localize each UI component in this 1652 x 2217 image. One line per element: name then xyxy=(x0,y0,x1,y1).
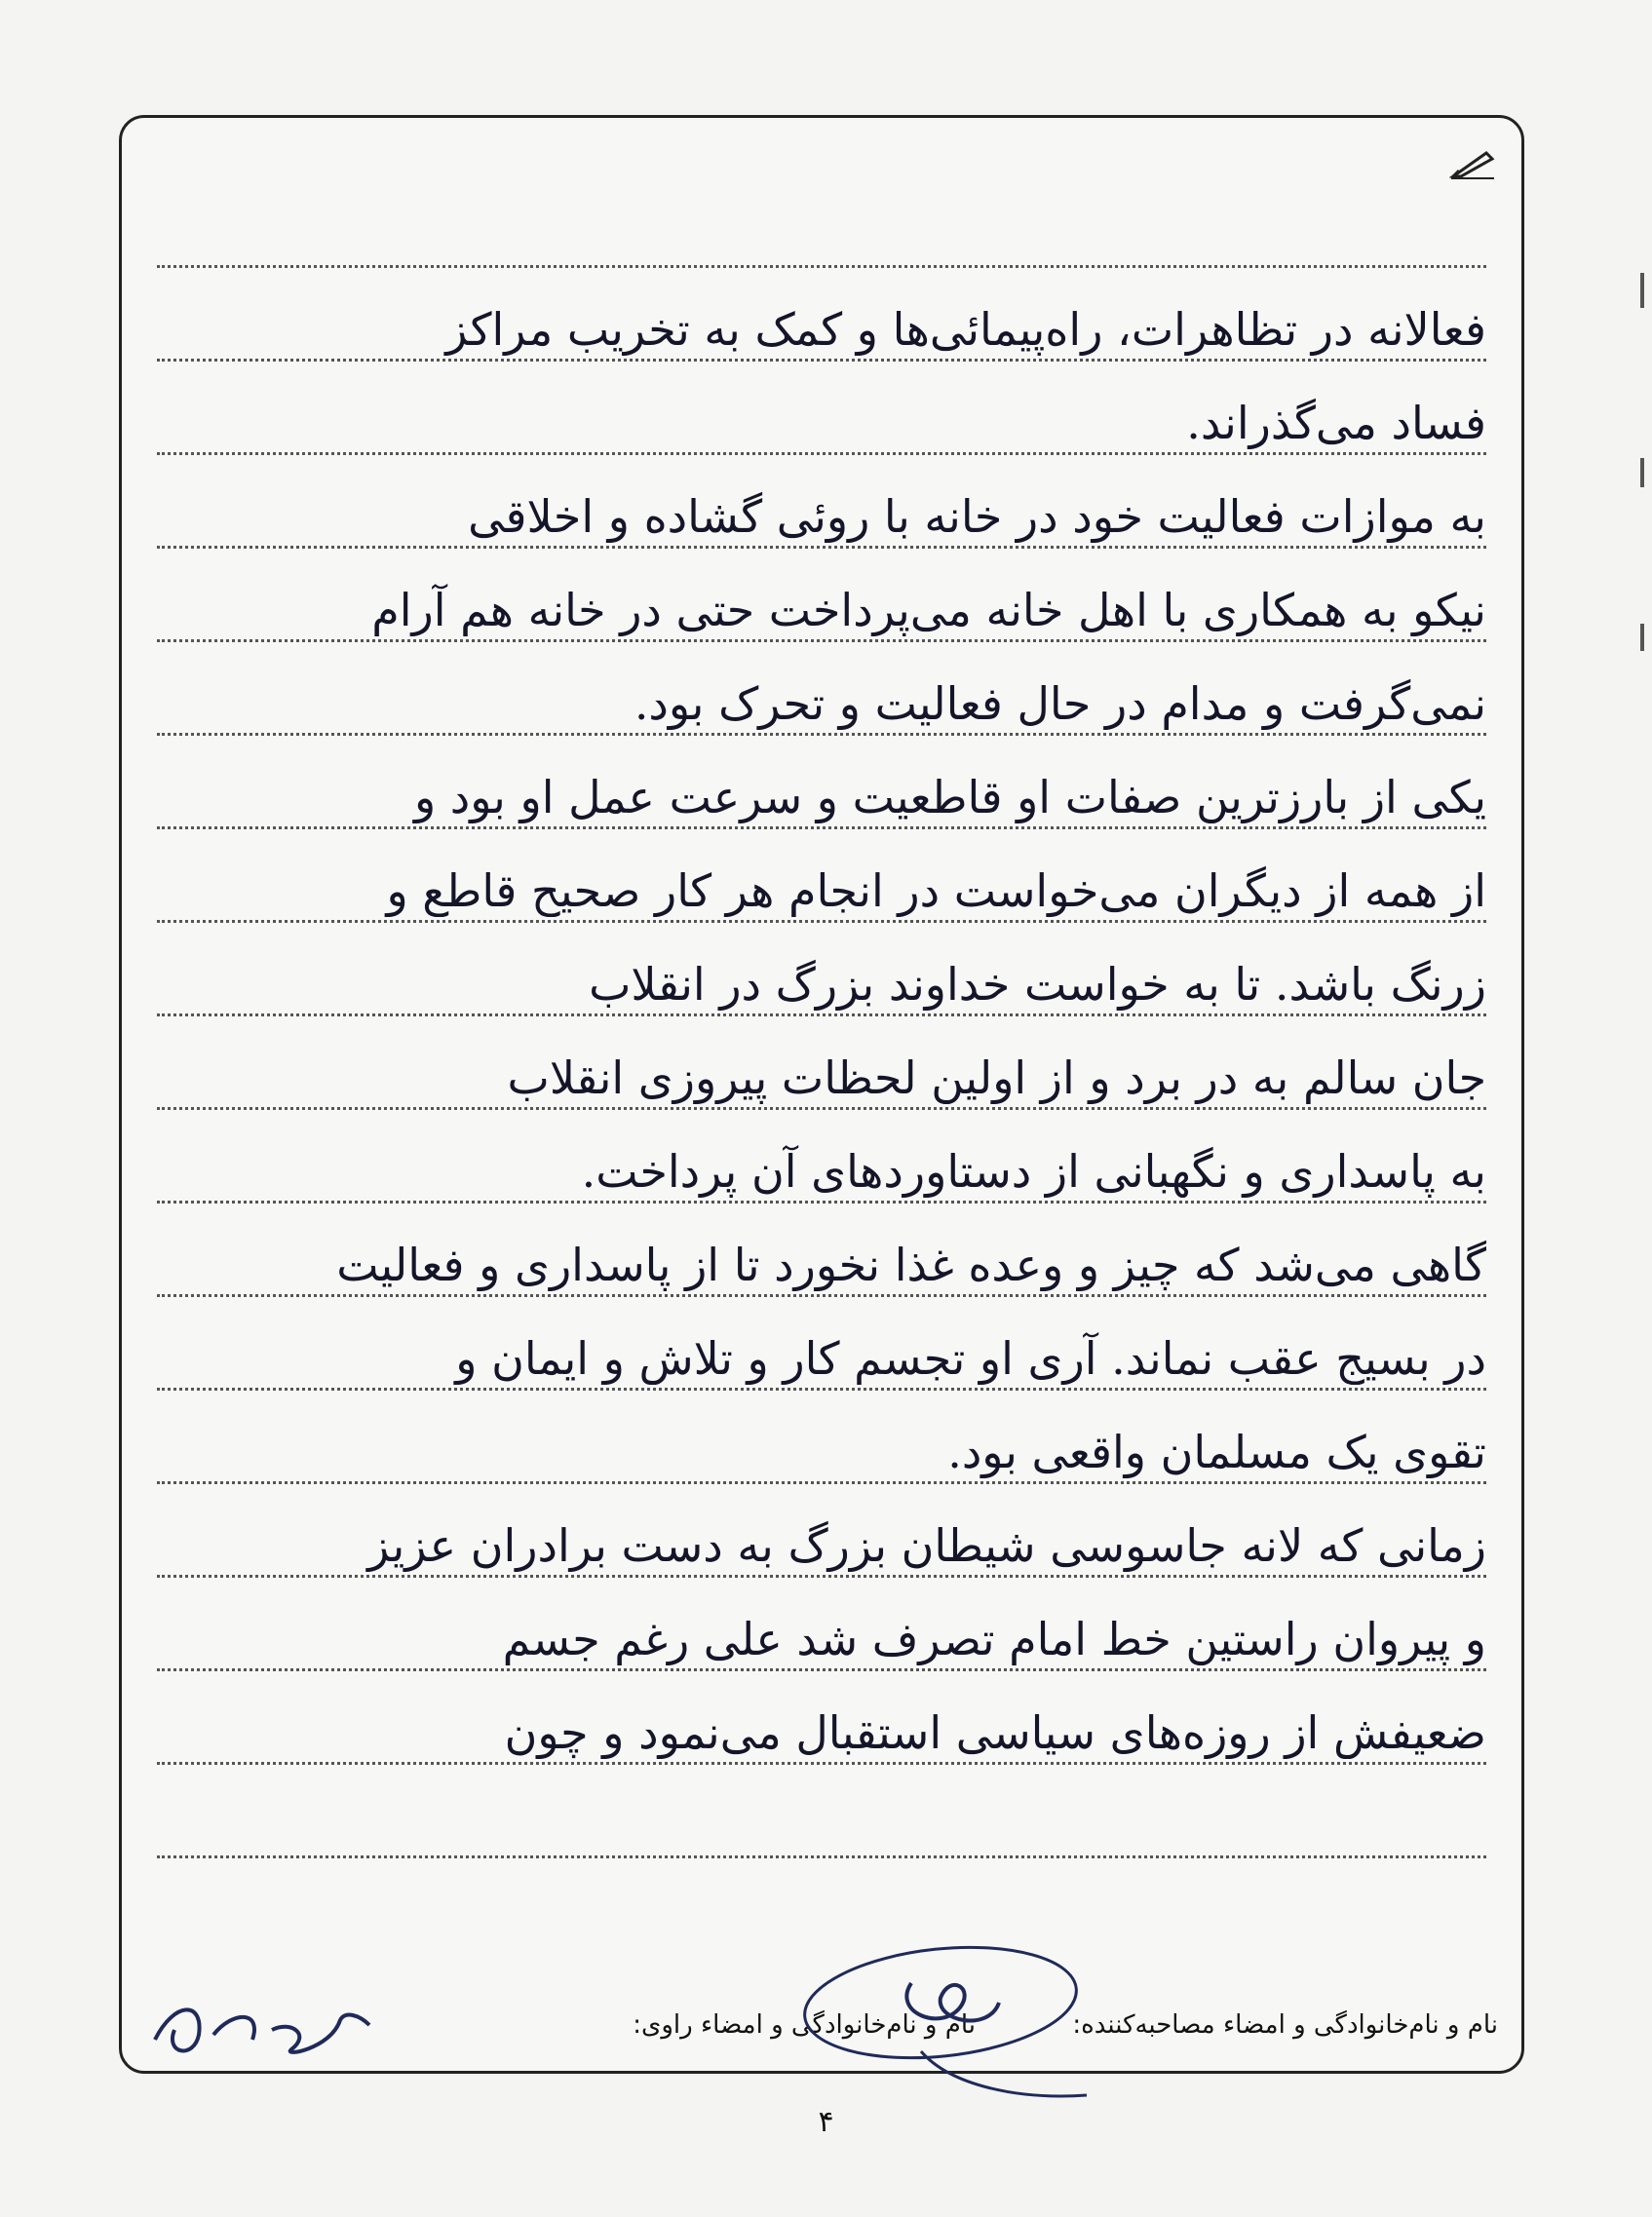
narrator-label: نام و نام‌خانوادگی و امضاء راوی: xyxy=(633,2010,976,2040)
ruled-line xyxy=(157,1498,1486,1591)
handwritten-line: جان سالم به در برد و از اولین لحظات پیروزی انقلاب xyxy=(507,1051,1486,1104)
page-number: ۴ xyxy=(818,2105,834,2139)
ruled-line xyxy=(157,1778,1486,1872)
handwritten-line: فساد می‌گذراند. xyxy=(1186,397,1486,449)
handwritten-line: نمی‌گرفت و مدام در حال فعالیت و تحرک بود. xyxy=(634,677,1486,730)
ruled-line xyxy=(157,843,1486,936)
ruled-line xyxy=(157,1591,1486,1685)
handwritten-line: فعالانه در تظاهرات، راه‌پیمائی‌ها و کمک به تخریب مراکز xyxy=(445,303,1486,356)
ruled-line xyxy=(157,656,1486,749)
ruled-lines xyxy=(157,188,1486,1872)
handwritten-line: به پاسداری و نگهبانی از دستاوردهای آن پرداخت. xyxy=(581,1145,1486,1198)
ruled-line xyxy=(157,469,1486,562)
form-sheet xyxy=(119,115,1524,2074)
handwritten-line: زمانی که لانه جاسوسی شیطان بزرگ به دست برادران عزیز xyxy=(367,1519,1486,1572)
ruled-line xyxy=(157,282,1486,375)
handwritten-line: و پیروان راستین خط امام تصرف شد علی رغم جسم xyxy=(502,1613,1486,1665)
interviewer-label: نام و نام‌خانوادگی و امضاء مصاحبه‌کننده: xyxy=(1072,2010,1498,2040)
ruled-line xyxy=(157,1311,1486,1404)
handwritten-line: به موازات فعالیت خود در خانه با روئی گشاده و اخلاقی xyxy=(468,490,1486,543)
ruled-line xyxy=(157,749,1486,843)
ruled-line xyxy=(157,562,1486,656)
ruled-line xyxy=(157,936,1486,1030)
handwritten-line: نیکو به همکاری با اهل خانه می‌پرداخت حتی در خانه هم آرام xyxy=(371,584,1486,636)
handwritten-line: در بسیج عقب نماند. آری او تجسم کار و تلاش و ایمان و xyxy=(455,1332,1486,1385)
ruled-line xyxy=(157,1404,1486,1498)
handwritten-line: تقوی یک مسلمان واقعی بود. xyxy=(947,1426,1486,1478)
scan-edge-mark xyxy=(1640,273,1644,308)
scan-edge-mark xyxy=(1640,624,1644,651)
handwritten-line: ضعیفش از روزه‌های سیاسی استقبال می‌نمود و چون xyxy=(504,1706,1486,1759)
handwritten-line: از همه از دیگران می‌خواست در انجام هر کار صحیح قاطع و xyxy=(386,864,1486,917)
scan-edge-mark xyxy=(1640,458,1644,487)
pen-icon xyxy=(1449,147,1496,180)
ruled-line xyxy=(157,1124,1486,1217)
ruled-line xyxy=(157,375,1486,469)
ruled-line xyxy=(157,1685,1486,1778)
ruled-line xyxy=(157,1217,1486,1311)
handwritten-line: یکی از بارزترین صفات او قاطعیت و سرعت عمل او بود و xyxy=(413,771,1486,823)
handwritten-line: زرنگ باشد. تا به خواست خداوند بزرگ در انقلاب xyxy=(589,958,1486,1011)
signature-footer xyxy=(122,1954,1521,2071)
narrator-signature xyxy=(145,1981,379,2069)
handwritten-line: گاهی می‌شد که چیز و وعده غذا نخورد تا از پاسداری و فعالیت xyxy=(336,1239,1486,1291)
interviewer-signature xyxy=(794,1915,1116,2110)
ruled-line xyxy=(157,188,1486,282)
ruled-line xyxy=(157,1030,1486,1124)
